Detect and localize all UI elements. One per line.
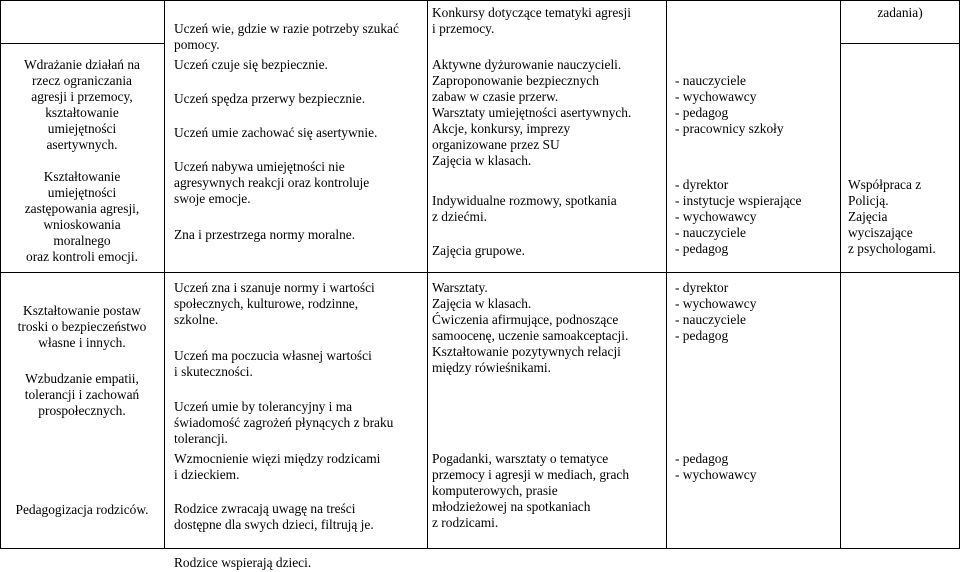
- table-rule: [0, 272, 960, 273]
- activity-text: Pogadanki, warsztaty o tematyce przemocy i agresji w mediach, grach komputerowych, prasie młodzieżowej na spotkaniach z rodzicami.: [432, 451, 630, 530]
- table-top-border: [0, 0, 960, 1]
- responsible-list: - nauczyciele - wychowawcy - pedagog - pracownicy szkoły: [675, 73, 784, 136]
- activity-text: Aktywne dyżurowanie nauczycieli. Zaproponowanie bezpiecznych zabaw w czasie przerw. Warsztaty umiejętności asertywnych. Akcje, konkursy, imprezy organizowane przez SU Zajęcia w klasach.: [432, 57, 632, 168]
- activity-text: Warsztaty. Zajęcia w klasach. Ćwiczenia afirmujące, podnoszące samoocenę, uczenie samoakceptacji. Kształtowanie pozytywnych relacji między rówieśnikami.: [432, 280, 629, 375]
- table-rule: [840, 43, 960, 44]
- outcome-text: Wzmocnienie więzi między rodzicami i dzieckiem.: [174, 451, 381, 482]
- column-header-fragment: zadania): [877, 5, 923, 20]
- goal-text: Kształtowanie postaw troski o bezpieczeństwo własne i innych.: [17, 303, 147, 350]
- column-divider: [164, 0, 165, 549]
- outcome-text: Rodzice zwracają uwagę na treści dostępne dla swych dzieci, filtrują je.: [174, 501, 374, 532]
- responsible-list: - dyrektor - instytucje wspierające - wychowawcy - nauczyciele - pedagog: [675, 177, 802, 256]
- outcome-text: Uczeń nabywa umiejętności nie agresywnych reakcji oraz kontroluje swoje emocje.: [174, 159, 370, 206]
- goal-text: Pedagogizacja rodziców.: [15, 502, 149, 517]
- outcome-text: Uczeń zna i szanuje normy i wartości społecznych, kulturowe, rodzinne, szkolne.: [174, 280, 375, 327]
- outcome-text: Rodzice wspierają dzieci.: [174, 555, 312, 570]
- column-divider: [427, 0, 428, 549]
- column-divider: [666, 0, 667, 549]
- activity-text: Zajęcia grupowe.: [432, 243, 525, 258]
- goal-text: Wdrażanie działań na rzecz ograniczania agresji i przemocy, kształtowanie umiejętności asertywnych.: [24, 57, 140, 152]
- outcome-text: Zna i przestrzega normy moralne.: [174, 227, 356, 242]
- table-bottom-border: [0, 548, 960, 549]
- responsible-list: - pedagog - wychowawcy: [675, 451, 757, 482]
- responsible-list: - dyrektor - wychowawcy - nauczyciele - pedagog: [675, 280, 757, 343]
- goal-text: Wzbudzanie empatii, tolerancji i zachowań prospołecznych.: [24, 371, 140, 418]
- activity-text: Indywidualne rozmowy, spotkania z dziećmi.: [432, 193, 617, 224]
- outcome-text: Uczeń wie, gdzie w razie potrzeby szukać pomocy.: [174, 21, 399, 52]
- outcome-text: Uczeń spędza przerwy bezpiecznie.: [174, 91, 366, 106]
- column-divider: [840, 0, 841, 549]
- outcome-text: Uczeń ma poczucia własnej wartości i skuteczności.: [174, 348, 372, 379]
- table-rule: [0, 43, 164, 44]
- goal-text: Kształtowanie umiejętności zastępowania agresji, wnioskowania moralnego oraz kontroli emocji.: [24, 169, 140, 264]
- outcome-text: Uczeń czuje się bezpiecznie.: [174, 57, 328, 72]
- outcome-text: Uczeń umie by tolerancyjny i ma świadomość zagrożeń płynących z braku tolerancji.: [174, 399, 394, 446]
- outcome-text: Uczeń umie zachować się asertywnie.: [174, 125, 378, 140]
- partners-text: Współpraca z Policją. Zajęcia wyciszające z psychologami.: [848, 177, 936, 256]
- activity-text: Konkursy dotyczące tematyki agresji i przemocy.: [432, 5, 631, 36]
